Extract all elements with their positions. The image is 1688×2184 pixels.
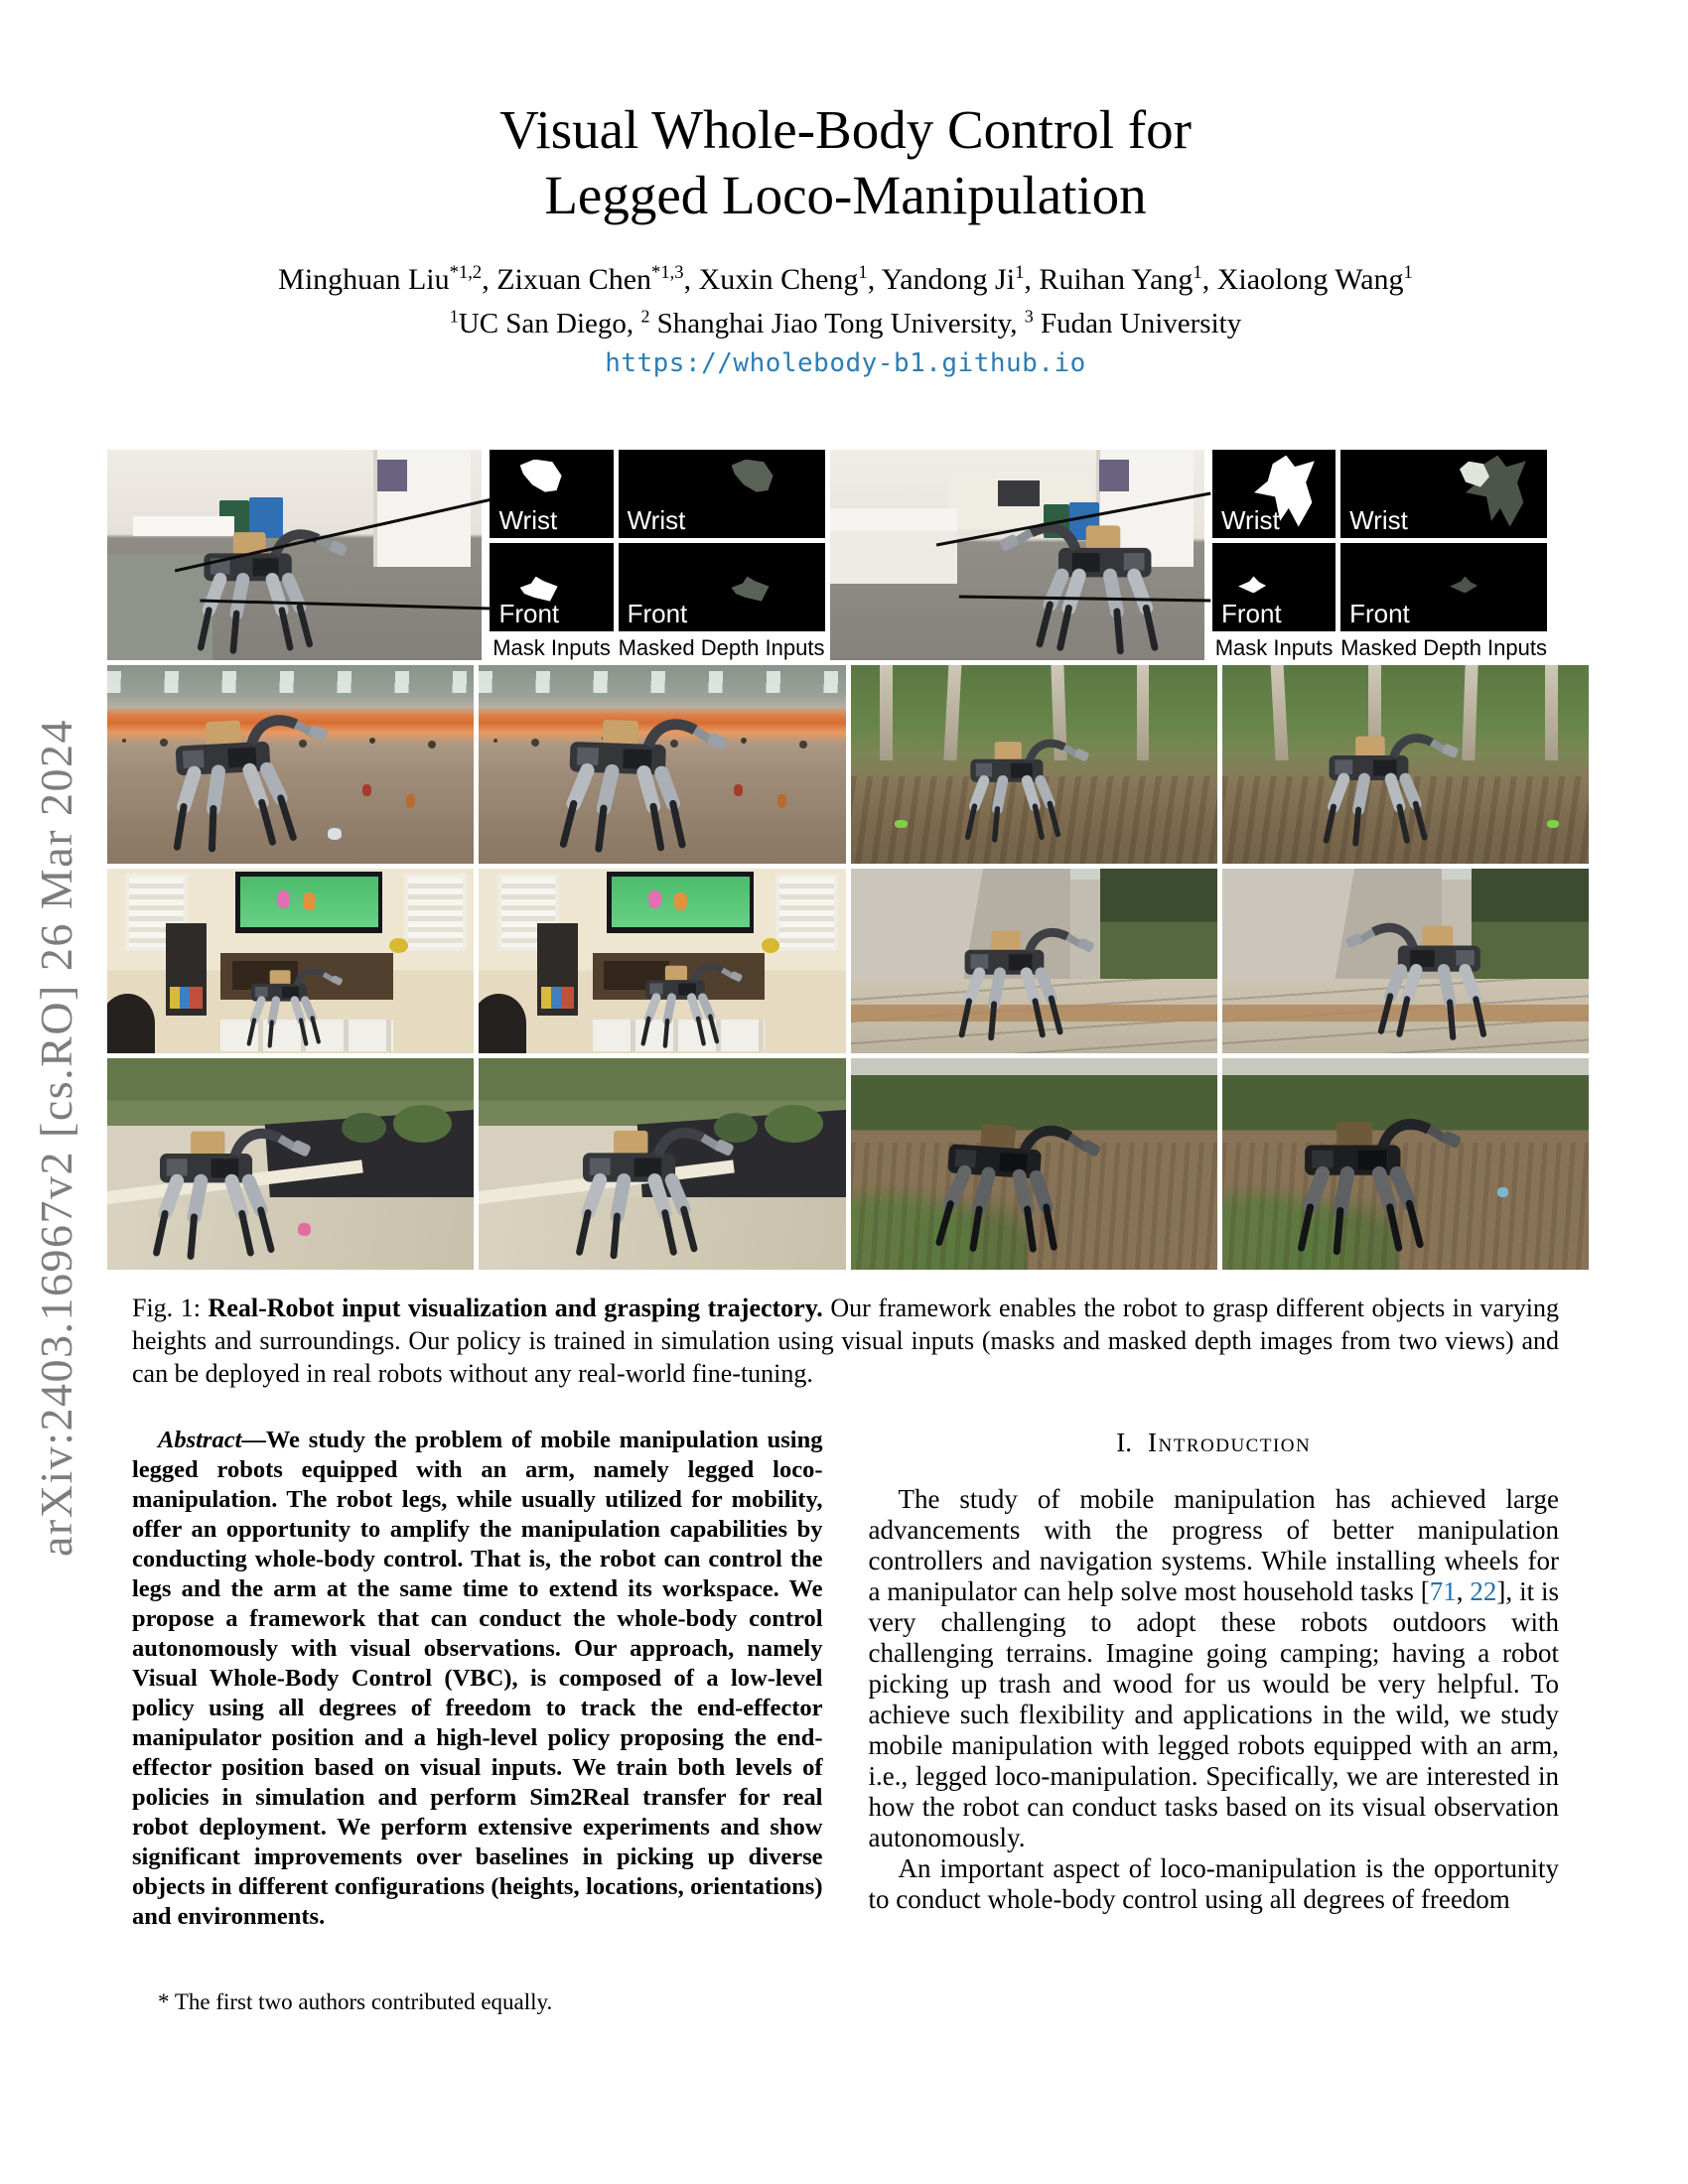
figure-caption-prefix: Fig. 1:: [132, 1293, 209, 1322]
front-label: Front: [498, 598, 560, 628]
citation-71[interactable]: 71: [1429, 1575, 1457, 1606]
depth-blob: [1450, 576, 1477, 593]
photo-robot-lounge: [107, 450, 482, 660]
affiliation-2: $^2$ Shanghai Jiao Tong University,: [640, 306, 1025, 340]
depth-inputs-caption: Masked Depth Inputs: [618, 634, 825, 660]
window-shutter: [775, 874, 838, 951]
robot-icon: [129, 1105, 335, 1262]
tv-screen: [612, 877, 750, 928]
wrist-depth-panel: [1340, 450, 1547, 538]
project-url-link[interactable]: https://wholebody-b1.github.io: [605, 347, 1086, 378]
front-label: Front: [1349, 598, 1410, 628]
front-label: Front: [627, 598, 688, 628]
depth-inputs-column: [619, 450, 825, 660]
author-superscript: 1: [1193, 262, 1202, 283]
left-column: [132, 1426, 823, 2015]
affiliation-1: $^1$UC San Diego,: [449, 306, 641, 340]
author-4: Yandong Ji$^1$,: [881, 262, 1040, 296]
arxiv-watermark: arXiv:2403.16967v2 [cs.RO] 26 Mar 2024: [31, 718, 81, 1557]
shrub: [342, 1113, 385, 1143]
abstract-label: Abstract: [158, 1426, 242, 1453]
shrub: [393, 1105, 452, 1143]
front-label: Front: [1220, 598, 1282, 628]
tv: [235, 872, 382, 932]
books: [170, 987, 203, 1009]
figure-1: [107, 450, 1589, 1270]
right-column: [869, 1426, 1560, 2015]
photo-robot-livingroom-1: [107, 869, 474, 1053]
photo-robot-kitchen: [830, 450, 1204, 660]
wrist-label: Wrist: [498, 504, 558, 535]
wrist-depth-panel: [619, 450, 825, 538]
photo-robot-forest-2: [1222, 665, 1589, 864]
citation-22[interactable]: 22: [1470, 1575, 1497, 1606]
figure-row-3: [107, 869, 1589, 1053]
robot-icon: [1325, 916, 1508, 1041]
depth-blob: [732, 577, 770, 602]
robot-icon: [232, 953, 357, 1049]
mask-blob: [520, 577, 558, 602]
photo-robot-walkway-1: [107, 1058, 474, 1270]
photo-robot-dirt-2: [1222, 1058, 1589, 1270]
figure-caption-rest: Our framework enables the robot to grasp different objects in varying heights and surroundings. Our policy is trained in simulation using visual inputs (masks and masked depth images from two views) and can be deployed in real robots without any real-world fine-tuning.: [132, 1293, 1559, 1388]
author-1: Minghuan Liu$^{*1,2}$,: [278, 262, 497, 296]
green-litter: [1547, 820, 1560, 828]
photo-robot-sidewalk-2: [1222, 869, 1589, 1053]
trash-bottle: [777, 794, 786, 808]
robot-icon: [535, 709, 753, 859]
author-list: [132, 262, 1559, 297]
mask-inputs-column: [1212, 450, 1336, 660]
tree-trunk: [1137, 665, 1150, 760]
blue-object: [1497, 1187, 1508, 1198]
depth-inputs-caption: Masked Depth Inputs: [1340, 634, 1547, 660]
mask-inputs-caption: Mask Inputs: [492, 634, 611, 660]
tv-cartoon-figures: [648, 890, 661, 908]
figure-row1-left: [107, 450, 825, 660]
tree-trunk: [880, 665, 893, 760]
tv-screen: [240, 877, 378, 928]
kitchen-island: [830, 508, 957, 584]
author-superscript: 1: [1015, 262, 1025, 283]
abstract-paragraph: [132, 1426, 823, 1932]
photo-robot-walkway-2: [479, 1058, 845, 1270]
photo-robot-beach-1: [107, 665, 474, 864]
author-5: Ruihan Yang$^1$,: [1039, 262, 1217, 296]
author-superscript: *1,2: [449, 262, 483, 283]
green-litter: [895, 820, 908, 828]
front-depth-panel: [1340, 543, 1547, 631]
front-depth-panel: [619, 543, 825, 631]
front-mask-panel: [1212, 543, 1336, 631]
tv: [607, 872, 754, 932]
robot-icon: [626, 942, 758, 1049]
section-title: Introduction: [1148, 1427, 1312, 1457]
robot-icon: [140, 707, 359, 857]
tree-trunk: [1271, 665, 1289, 760]
photo-robot-beach-2: [479, 665, 845, 864]
robot-icon: [946, 733, 1107, 844]
pink-object: [298, 1223, 311, 1236]
figure-caption: [132, 1292, 1559, 1390]
photo-robot-dirt-1: [851, 1058, 1217, 1270]
photo-robot-livingroom-2: [479, 869, 845, 1053]
child-silhouette: [479, 994, 526, 1053]
author-superscript: 1: [858, 262, 868, 283]
input-panels-right: [1212, 450, 1547, 660]
author-2: Zixuan Chen$^{*1,3}$,: [496, 262, 699, 296]
figure-row-2: [107, 665, 1589, 864]
shrub: [765, 1105, 823, 1143]
kelp-line: [493, 739, 497, 743]
figure-caption-bold: Real-Robot input visualization and grasping trajectory.: [208, 1293, 823, 1322]
affiliation-3: $^3$ Fudan University: [1024, 306, 1242, 340]
front-mask-panel: [490, 543, 613, 631]
section-number: I.: [1116, 1427, 1133, 1457]
books: [541, 987, 574, 1009]
wrist-mask-panel: [1212, 450, 1336, 538]
project-url-row: [132, 348, 1559, 378]
wrist-label: Wrist: [1349, 504, 1408, 535]
robot-icon: [552, 1100, 758, 1261]
robot-icon: [1303, 725, 1478, 848]
wrist-label: Wrist: [627, 504, 686, 535]
wave-foam: [479, 671, 845, 693]
author-3: Xuxin Cheng$^1$,: [698, 262, 882, 296]
trash-bottle: [406, 794, 415, 808]
two-column-body: [132, 1426, 1559, 2015]
trash-bottle: [362, 784, 371, 796]
robot-icon: [912, 1093, 1127, 1264]
robot-icon: [1273, 1096, 1485, 1257]
input-panels-left: [490, 450, 824, 660]
window-shutter: [404, 874, 467, 951]
mask-blob: [520, 460, 562, 492]
kelp-line: [122, 739, 126, 743]
wrist-mask-panel: [490, 450, 613, 538]
door-sign: [1099, 460, 1129, 491]
mask-inputs-caption: Mask Inputs: [1214, 634, 1334, 660]
wrist-label: Wrist: [1220, 504, 1280, 535]
figure-row1-right: [830, 450, 1590, 660]
paper-title: [132, 0, 1559, 228]
intro-paragraph-2: An important aspect of loco-manipulation is the opportunity to conduct whole-body control using all degrees of freedom: [868, 1852, 1559, 1914]
affiliation-line: [132, 306, 1559, 341]
robot-icon: [976, 517, 1183, 656]
title-line-2: Legged Loco-Manipulation: [544, 165, 1147, 225]
depth-inputs-column: [1340, 450, 1547, 660]
intro-paragraph-1: The study of mobile manipulation has achieved large advancements with the progress of better manipulation controllers and navigation systems. While installing wheels for a manipulator can help solve most household tasks [71, 22], it is very challenging to adopt these robots outdoors with challenging terrains. Imagine going camping; having a robot picking up trash and wood for us would be very helpful. To achieve such flexibility and applications in the wild, we study mobile manipulation with legged robots equipped with an arm, i.e., legged loco-manipulation. Specifically, we are interested in how the robot can conduct tasks based on its visual observation autonomously.: [868, 1483, 1559, 1852]
flower-vase: [389, 938, 407, 953]
depth-blob: [732, 460, 774, 492]
tv-cartoon-figures: [277, 890, 290, 908]
door-sign: [377, 460, 407, 491]
section-heading-introduction: [869, 1428, 1560, 1458]
photo-robot-forest-1: [851, 665, 1217, 864]
mask-inputs-column: [490, 450, 613, 660]
microwave: [998, 480, 1040, 505]
child-silhouette: [107, 994, 155, 1053]
photo-robot-sidewalk-1: [851, 869, 1217, 1053]
author-6: Xiaolong Wang$^1$: [1216, 262, 1413, 296]
mask-blob: [1238, 576, 1266, 593]
equal-contribution-footnote: * The first two authors contributed equally.: [158, 1988, 553, 2014]
figure-row-4: [107, 1058, 1589, 1270]
robot-icon: [175, 525, 369, 655]
abstract-text: —We study the problem of mobile manipulation using legged robots equipped with an arm, namely legged loco-manipulation. The robot legs, while usually utilized for mobility, offer an opportunity to amplify the manipulation capabilities by conducting whole-body control. That is, the robot can control the legs and the arm at the same time to extend its workspace. We propose a framework that can conduct the whole-body control autonomously with visual observations. Our approach, namely Visual Whole-Body Control (VBC), is composed of a low-level policy using all degrees of freedom to track the end-effector manipulator position and a high-level policy proposing the end-effector position based on visual inputs. We train both levels of policies in simulation and perform Sim2Real transfer for real robot deployment. We perform extensive experiments and show significant improvements over baselines in picking up diverse objects in different configurations (heights, locations, orientations) and environments.: [132, 1426, 823, 1930]
author-superscript: 1: [1403, 262, 1413, 283]
robot-icon: [938, 920, 1114, 1042]
tree-trunk: [1545, 665, 1558, 760]
figure-row-1: [107, 450, 1589, 660]
title-line-1: Visual Whole-Body Control for: [499, 99, 1192, 160]
author-superscript: *1,3: [651, 262, 684, 283]
wave-foam: [107, 671, 474, 693]
